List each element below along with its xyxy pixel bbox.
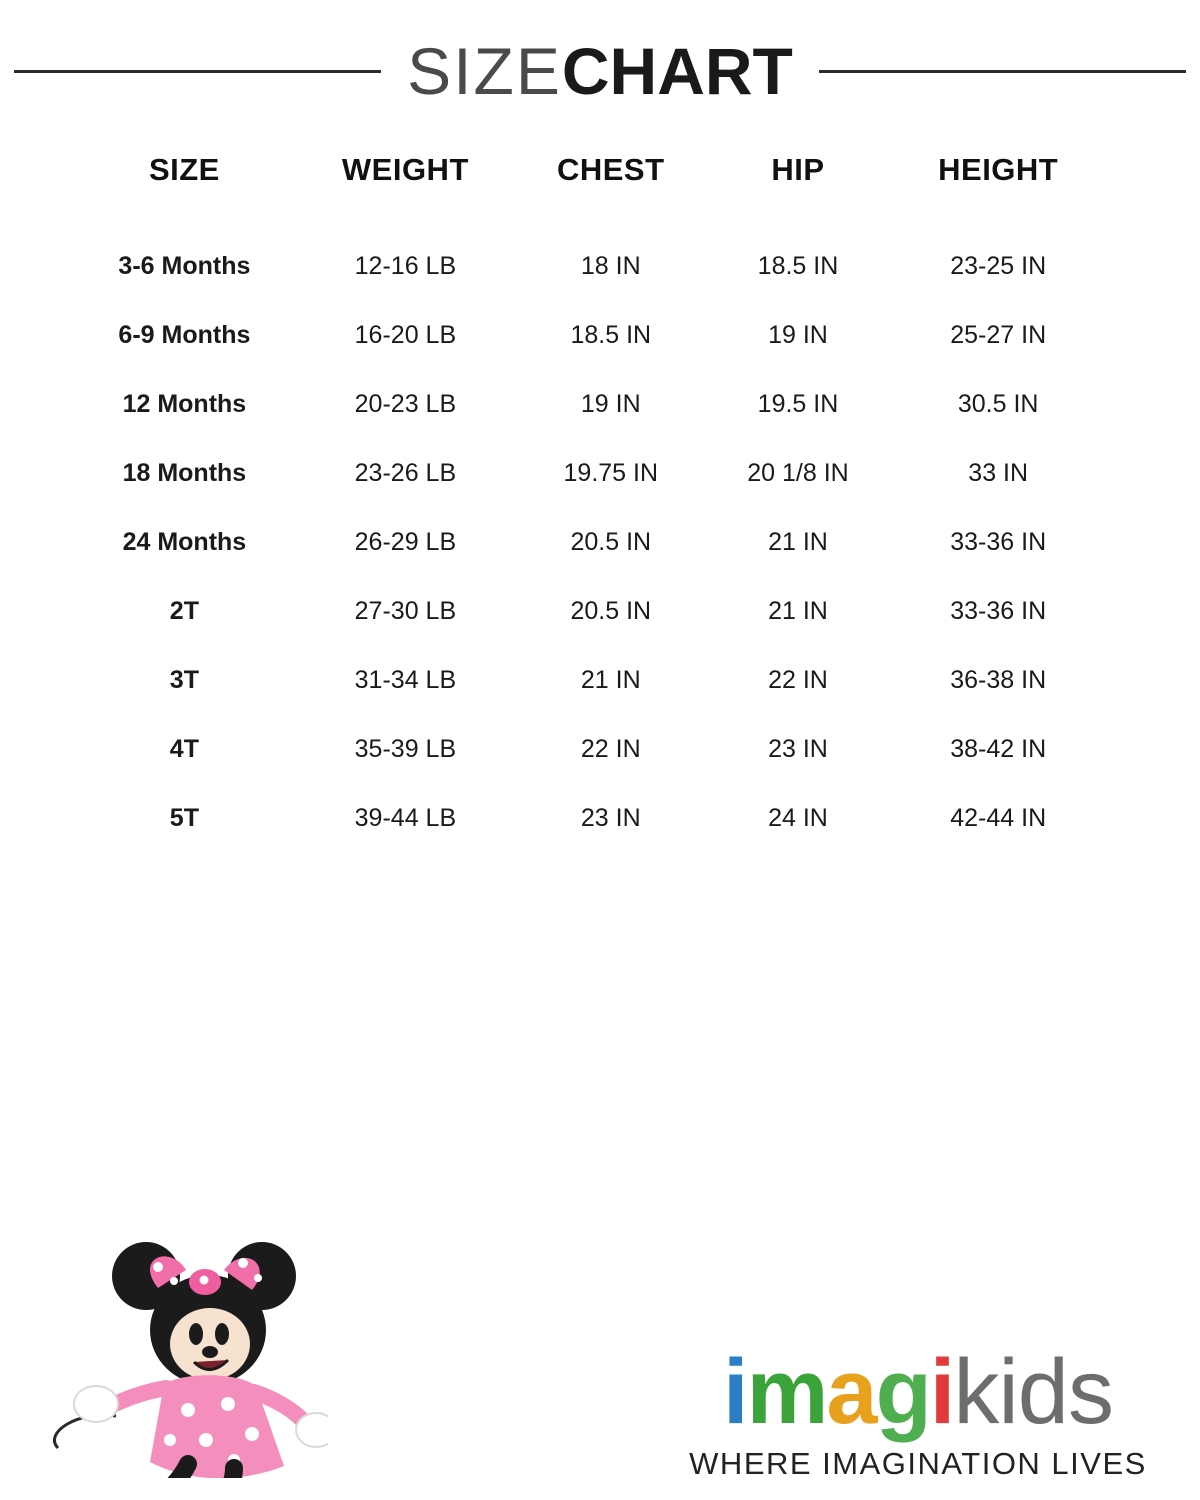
cell-hip: 22 IN bbox=[768, 666, 828, 694]
page-title bbox=[407, 34, 793, 108]
cell-size: 2T bbox=[169, 597, 199, 625]
size-chart-section bbox=[0, 146, 1200, 853]
header-rule-right bbox=[819, 70, 1186, 73]
table-row bbox=[70, 370, 1110, 439]
cell-chest: 18.5 IN bbox=[570, 321, 652, 349]
brand-logo bbox=[658, 1340, 1178, 1482]
table-body bbox=[70, 232, 1110, 853]
table-row bbox=[70, 301, 1110, 370]
cell-height: 33-36 IN bbox=[950, 597, 1047, 625]
cell-chest: 19.75 IN bbox=[563, 459, 659, 487]
cell-hip: 19.5 IN bbox=[757, 390, 839, 418]
logo-letter-i1: i bbox=[723, 1340, 747, 1443]
column-header-chest: CHEST bbox=[556, 152, 665, 187]
cell-size: 24 Months bbox=[122, 528, 247, 556]
cell-height: 33 IN bbox=[968, 459, 1029, 487]
table-row bbox=[70, 646, 1110, 715]
logo-letter-i2: i bbox=[929, 1340, 954, 1443]
column-header-height: HEIGHT bbox=[938, 152, 1059, 187]
cell-chest: 20.5 IN bbox=[570, 597, 652, 625]
cell-chest: 18 IN bbox=[580, 252, 641, 280]
cell-hip: 18.5 IN bbox=[757, 252, 839, 280]
table-header bbox=[70, 146, 1110, 232]
cell-size: 18 Months bbox=[122, 459, 247, 487]
cell-chest: 22 IN bbox=[580, 735, 641, 763]
cell-weight: 16-20 LB bbox=[354, 321, 457, 349]
brand-wordmark bbox=[658, 1340, 1178, 1443]
cell-height: 30.5 IN bbox=[957, 390, 1039, 418]
page-header bbox=[0, 0, 1200, 108]
cell-chest: 23 IN bbox=[580, 804, 641, 832]
page-title-bold: CHART bbox=[561, 34, 793, 108]
cell-height: 25-27 IN bbox=[950, 321, 1047, 349]
cell-size: 6-9 Months bbox=[118, 321, 251, 349]
table-row bbox=[70, 577, 1110, 646]
cell-chest: 19 IN bbox=[580, 390, 641, 418]
cell-size: 5T bbox=[169, 804, 199, 832]
cell-hip: 23 IN bbox=[768, 735, 828, 763]
cell-size: 3T bbox=[169, 666, 199, 694]
cell-weight: 27-30 LB bbox=[354, 597, 457, 625]
cell-weight: 26-29 LB bbox=[354, 528, 457, 556]
cell-weight: 12-16 LB bbox=[354, 252, 457, 280]
cell-height: 23-25 IN bbox=[950, 252, 1047, 280]
table-row bbox=[70, 508, 1110, 577]
logo-suffix-kids: kids bbox=[953, 1340, 1113, 1443]
cell-chest: 21 IN bbox=[580, 666, 641, 694]
cell-chest: 20.5 IN bbox=[570, 528, 652, 556]
header-rule-left bbox=[14, 70, 381, 73]
table-row bbox=[70, 232, 1110, 301]
minnie-mouse-icon bbox=[38, 1148, 328, 1478]
cell-hip: 21 IN bbox=[768, 528, 828, 556]
column-header-size: SIZE bbox=[148, 152, 220, 187]
column-header-weight: WEIGHT bbox=[341, 152, 469, 187]
cell-height: 36-38 IN bbox=[950, 666, 1047, 694]
logo-letter-m: m bbox=[746, 1340, 827, 1443]
cell-hip: 19 IN bbox=[768, 321, 828, 349]
cell-weight: 23-26 LB bbox=[354, 459, 457, 487]
cell-height: 38-42 IN bbox=[950, 735, 1047, 763]
column-header-hip: HIP bbox=[771, 152, 825, 187]
cell-weight: 31-34 LB bbox=[354, 666, 457, 694]
table-row bbox=[70, 784, 1110, 853]
cell-hip: 20 1/8 IN bbox=[747, 459, 849, 487]
cell-hip: 24 IN bbox=[768, 804, 828, 832]
cell-height: 42-44 IN bbox=[950, 804, 1047, 832]
logo-letter-g: g bbox=[875, 1340, 930, 1443]
size-chart-table bbox=[70, 146, 1110, 853]
cell-size: 3-6 Months bbox=[118, 252, 251, 280]
page-title-light: SIZE bbox=[407, 34, 562, 108]
cell-hip: 21 IN bbox=[768, 597, 828, 625]
cell-weight: 35-39 LB bbox=[354, 735, 457, 763]
logo-letter-a: a bbox=[826, 1340, 876, 1443]
cell-size: 4T bbox=[169, 735, 199, 763]
cell-weight: 39-44 LB bbox=[354, 804, 457, 832]
table-header-row bbox=[70, 146, 1110, 232]
table-row bbox=[70, 715, 1110, 784]
cell-size: 12 Months bbox=[122, 390, 247, 418]
cell-weight: 20-23 LB bbox=[354, 390, 457, 418]
table-row bbox=[70, 439, 1110, 508]
brand-tagline: WHERE IMAGINATION LIVES bbox=[689, 1446, 1147, 1481]
cell-height: 33-36 IN bbox=[950, 528, 1047, 556]
